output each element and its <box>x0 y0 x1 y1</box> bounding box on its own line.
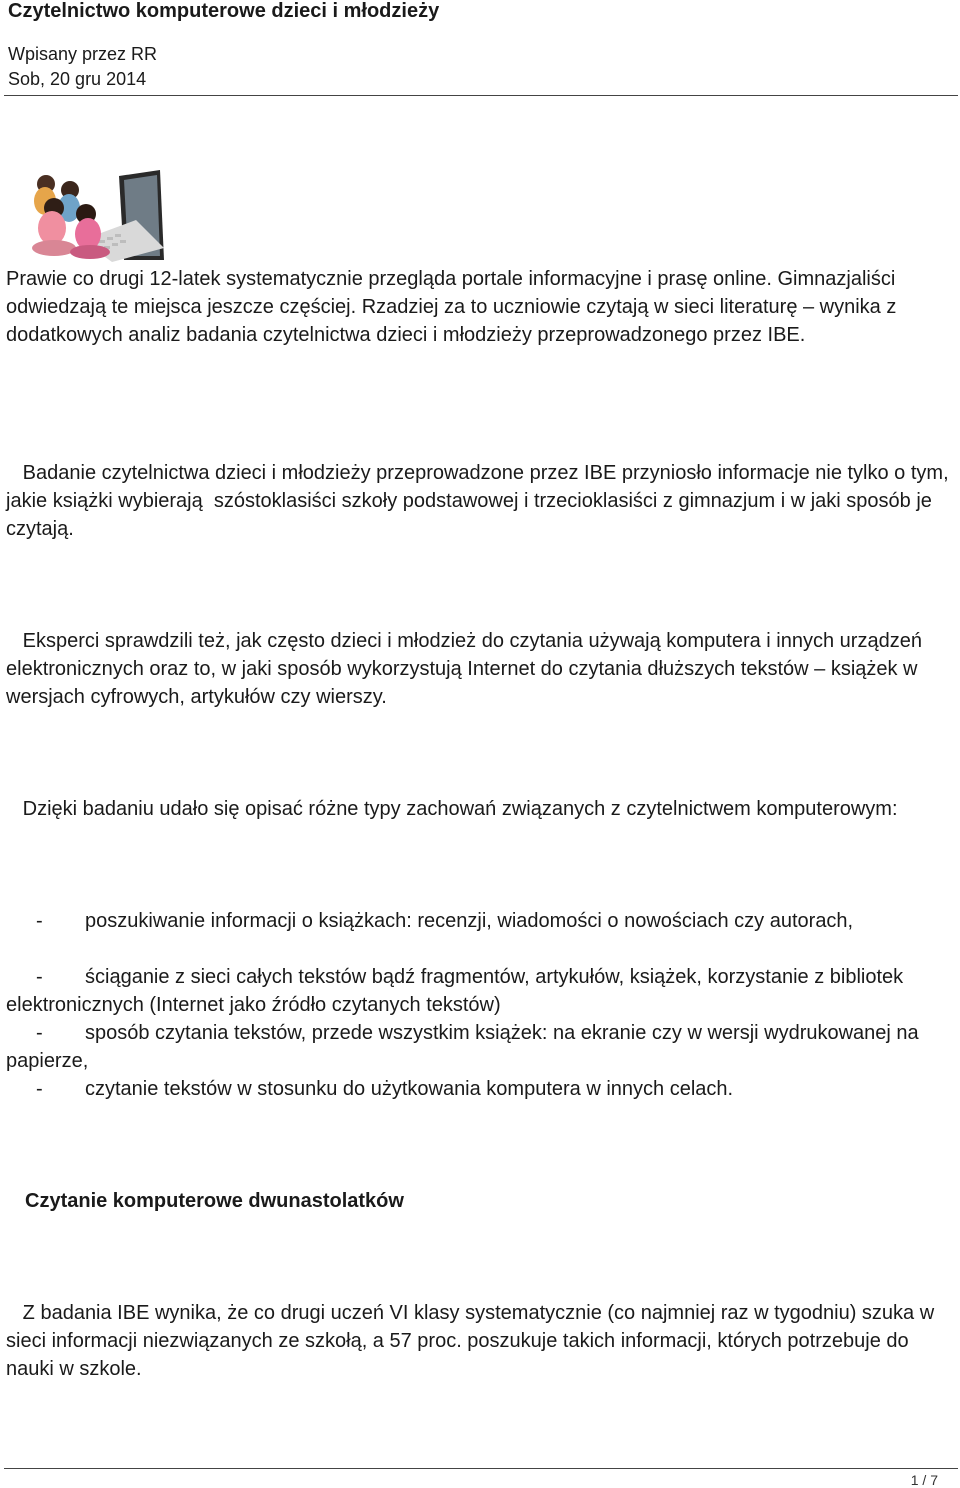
article-thumbnail-image <box>24 168 164 262</box>
body-paragraph: Z badania IBE wynika, że co drugi uczeń VI klasy systematycznie (co najmniej raz w tygodniu) szuka w sieci informacji niezwiązanych ze szkołą, a 57 proc. poszukuje takich informacji, których potrzebuje do nauki w szkole. <box>6 1302 940 1380</box>
list-item-bullet: - <box>36 910 43 932</box>
page-number: 1 / 7 <box>910 1472 938 1488</box>
list-item-bullet: - <box>36 966 43 988</box>
section-heading: Czytanie komputerowe dwunastolatków <box>25 1190 404 1212</box>
body-paragraph: Dzięki badaniu udało się opisać różne typy zachowań związanych z czytelnictwem komputerowym: <box>6 798 898 820</box>
article-date: Sob, 20 gru 2014 <box>8 69 147 89</box>
list-item-bullet: - <box>36 1022 43 1044</box>
list-item-text: poszukiwanie informacji o książkach: recenzji, wiadomości o nowościach czy autorach, <box>85 910 854 932</box>
list-item-bullet: - <box>36 1078 43 1100</box>
body-paragraph: Eksperci sprawdzili też, jak często dzieci i młodzież do czytania używają komputera i innych urządzeń elektronicznych oraz to, w jaki sposób wykorzystują Internet do czytania dłuższych tekstów – książek w wersjach cyfrowych, artykułów czy wierszy. <box>6 630 928 708</box>
list-item-text: sposób czytania tekstów, przede wszystkim książek: na ekranie czy w wersji wydrukowanej na papierze, <box>6 1022 919 1072</box>
intro-paragraph: Prawie co drugi 12-latek systematycznie przegląda portale informacyjne i prasę online. Gimnazjaliści odwiedzają te miejsca jeszcze częściej. Rzadziej za to uczniowie czytają w sieci literaturę – wynika z dodatkowych analiz badania czytelnictwa dzieci i młodzieży przeprowadzonego przez IBE. <box>6 268 902 346</box>
article-author: Wpisany przez RR <box>8 44 158 64</box>
list-item-text: czytanie tekstów w stosunku do użytkowania komputera w innych celach. <box>85 1078 734 1100</box>
body-paragraph: Badanie czytelnictwa dzieci i młodzieży przeprowadzone przez IBE przyniosło informacje nie tylko o tym, jakie książki wybierają szóstoklasiści szkoły podstawowej i trzecioklasiści z gimnazjum i w jaki sposób je czytają. <box>6 462 955 540</box>
header-divider <box>4 95 958 96</box>
article-title: Czytelnictwo komputerowe dzieci i młodzieży <box>8 0 440 22</box>
list-item-text: ściąganie z sieci całych tekstów bądź fragmentów, artykułów, książek, korzystanie z bibliotek elektronicznych (Internet jako źródło czytanych tekstów) <box>6 966 904 1016</box>
footer-divider <box>4 1468 958 1469</box>
